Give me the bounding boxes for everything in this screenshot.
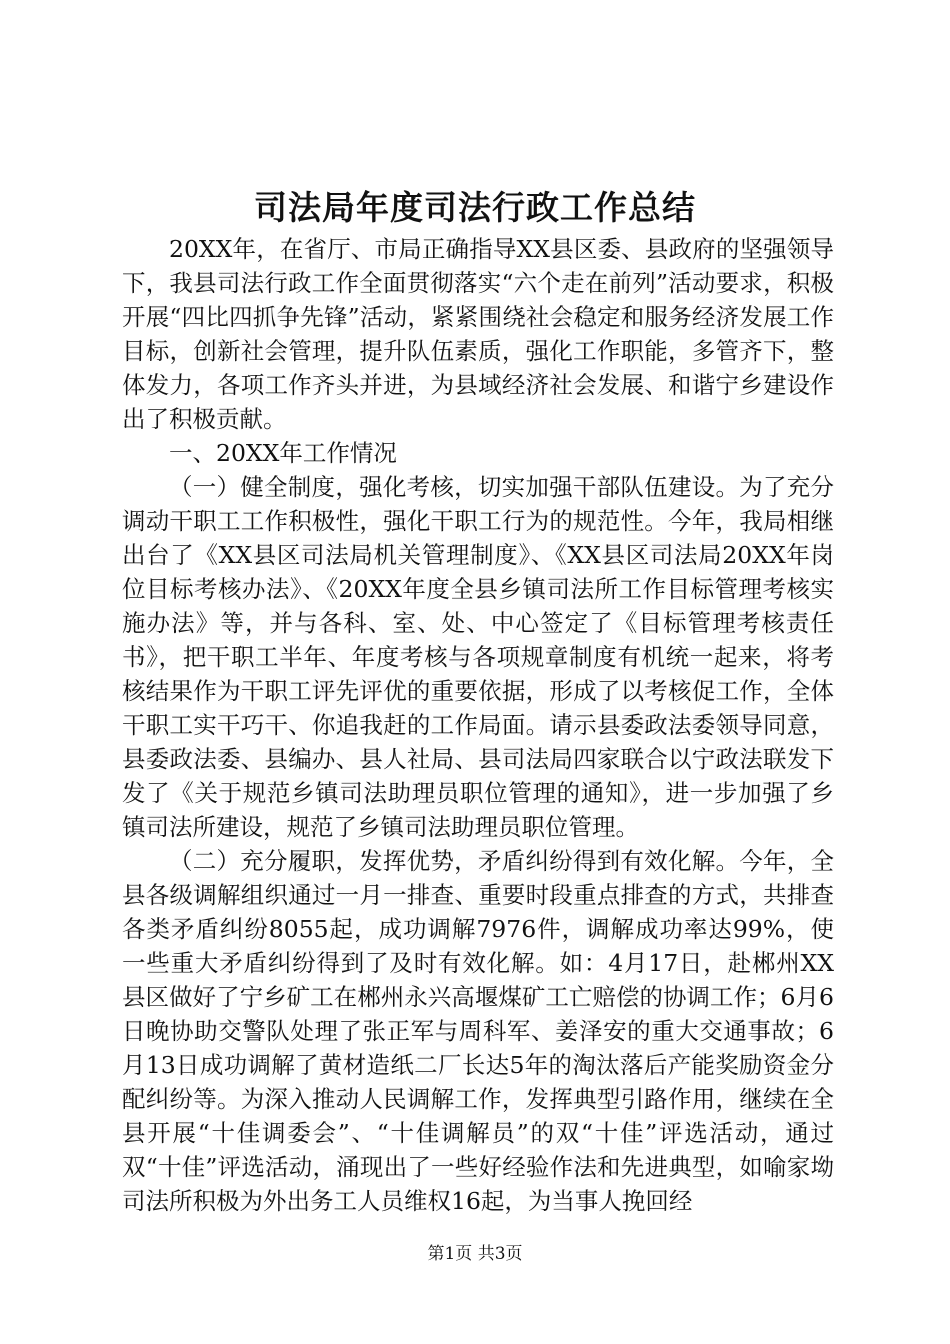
body-paragraph: （一）健全制度，强化考核，切实加强干部队伍建设。为了充分调动干职工工作积极性，强化干职工行为的规范性。今年，我局相继出台了《XX县区司法局机关管理制度》、《XX县区司法局20XX年岗位目标考核办法》、《20XX年度全县乡镇司法所工作目标管理考核实施办法》等，并与各科、室、处、中心签定了《目标管理考核责任书》，把干职工半年、年度考核与各项规章制度有机统一起来，将考核结果作为干职工评先评优的重要依据，形成了以考核促工作，全体干职工实干巧干、你追我赶的工作局面。请示县委政法委领导同意，县委政法委、县编办、县人社局、县司法局四家联合以宁政法联发下发了《关于规范乡镇司法助理员职位管理的通知》，进一步加强了乡镇司法所建设，规范了乡镇司法助理员职位管理。 — [122, 473, 834, 841]
page-footer: 第1页 共3页 — [427, 1244, 523, 1264]
document-body — [122, 232, 834, 1218]
intro-paragraph: 20XX年，在省厅、市局正确指导XX县区委、县政府的坚强领导下，我县司法行政工作全面贯彻落实“六个走在前列”活动要求，积极开展“四比四抓争先锋”活动，紧紧围绕社会稳定和服务经济发展工作目标，创新社会管理，提升队伍素质，强化工作职能，多管齐下，整体发力，各项工作齐头并进，为县域经济社会发展、和谐宁乡建设作出了积极贡献。 — [122, 235, 834, 433]
section-heading: 一、20XX年工作情况 — [169, 439, 397, 467]
body-paragraph: （二）充分履职，发挥优势，矛盾纠纷得到有效化解。今年，全县各级调解组织通过一月一排查、重要时段重点排查的方式，共排查各类矛盾纠纷8055起，成功调解7976件，调解成功率达99%，使一些重大矛盾纠纷得到了及时有效化解。如：4月17日，赴郴州XX县区做好了宁乡矿工在郴州永兴高堰煤矿工亡赔偿的协调工作；6月6日晚协助交警队处理了张正军与周科军、姜泽安的重大交通事故；6月13日成功调解了黄材造纸二厂长达5年的淘汰落后产能奖励资金分配纠纷等。为深入推动人民调解工作，发挥典型引路作用，继续在全县开展“十佳调委会”、“十佳调解员”的双“十佳”评选活动，通过双“十佳”评选活动，涌现出了一些好经验作法和先进典型，如喻家坳司法所积极为外出务工人员维权16起，为当事人挽回经 — [122, 847, 834, 1215]
document-title: 司法局年度司法行政工作总结 — [254, 188, 696, 227]
